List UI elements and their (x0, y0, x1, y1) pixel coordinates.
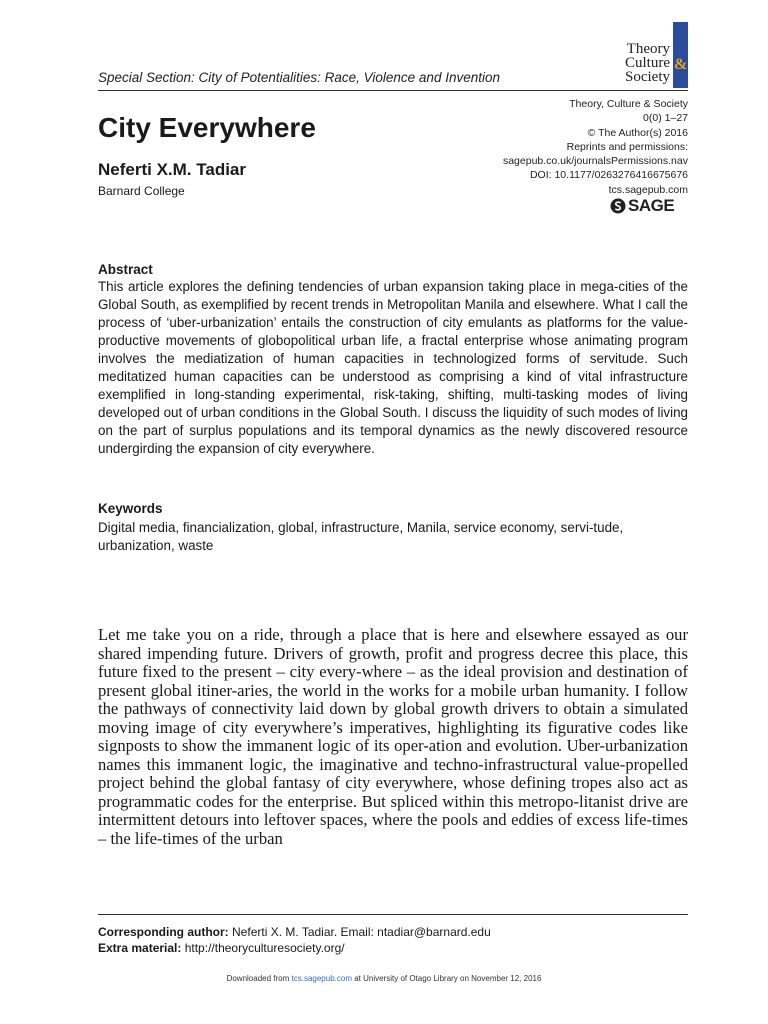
extra-material-label: Extra material: (98, 941, 182, 955)
corresponding-author-note (98, 924, 491, 940)
meta-issue: 0(0) 1–27 (643, 112, 688, 125)
extra-material-note (98, 940, 491, 956)
meta-site-link[interactable]: tcs.sagepub.com (608, 183, 688, 196)
meta-permissions-link[interactable]: sagepub.co.uk/journalsPermissions.nav (502, 155, 688, 168)
logo-text (625, 42, 670, 84)
sage-logo (610, 196, 690, 216)
section-header: Special Section: City of Potentialities: Race, Violence and Invention (98, 70, 500, 85)
download-notice (0, 974, 768, 983)
meta-doi[interactable]: DOI: 10.1177/0263276416675676 (529, 169, 688, 182)
footnote-divider (98, 914, 688, 915)
keywords-heading: Keywords (98, 501, 163, 516)
body-paragraph: Let me take you on a ride, through a place that is here and elsewhere essayed as our shared impending future. Drivers of growth, profit and progress decree this place, this future fixed to the present – city every-where – as the ideal provision and destination of present global itiner-aries, the world in the works for a mobile urban humanity. I follow the pathways of connectivity laid down by global growth drivers to obtain a simulated moving image of city everywhere’s imperatives, highlighting its figurative codes like signposts to show the immanent logic of its oper-ation and evolution. Uber-urbanization names this immanent logic, the imaginative and techno-infrastructural value-propelled project behind the global fantasy of city everywhere, whose defining tropes also act as programmatic codes for the enterprise. But spliced within this metropo-litanist drive are intermittent detours into leftover spaces, where the pools and eddies of excess life-times – the life-times of the urban (98, 625, 688, 848)
sage-emblem-icon (610, 198, 626, 214)
logo-line-culture: Culture (625, 55, 670, 71)
abstract-text: This article explores the defining tendencies of urban expansion taking place in mega-cities of the Global South, as exemplified by recent trends in Metropolitan Manila and elsewhere. What I call the process of ‘uber-urbanization’ entails the construction of city emulants as platforms for the value-productive movements of globopolitical urban life, a fractal enterprise whose animating program involves the mediatization of human capacities in technologized forms of servitude. Such meditatized human capacities can be understood as comprising a kind of vital infrastructure exemplified in long-standing experimental, risk-taking, shifting, multi-tasking modes of living developed out of urban conditions in the Global South. I discuss the liquidity of such modes of living on the part of surplus populations and its temporal dynamics as the newly discovered resource undergirding the expansion of city everywhere. (98, 279, 688, 456)
header-divider (98, 90, 688, 91)
meta-journal: Theory, Culture & Society (569, 98, 688, 110)
extra-material-link[interactable]: http://theoryculturesociety.org/ (184, 941, 345, 955)
article-metadata (480, 97, 688, 197)
download-suffix: at University of Otago Library on November 12, 2016 (351, 974, 542, 983)
logo-color-bar (673, 22, 688, 88)
article-title: City Everywhere (98, 112, 316, 143)
logo-line-society: Society (625, 69, 670, 85)
download-link[interactable]: tcs.sagepub.com (291, 974, 352, 983)
footnotes (98, 924, 491, 956)
download-prefix: Downloaded from (226, 974, 292, 983)
author-name: Neferti X.M. Tadiar (98, 160, 246, 179)
meta-copyright: © The Author(s) 2016 (587, 126, 688, 139)
corresponding-author-label: Corresponding author: (98, 925, 229, 939)
author-affiliation: Barnard College (98, 184, 185, 198)
corresponding-author-text: Neferti X. M. Tadiar. Email: ntadiar@barnard.edu (232, 925, 491, 939)
sage-wordmark: SAGE (628, 196, 675, 215)
logo-ampersand: & (674, 56, 688, 73)
journal-logo (560, 22, 688, 88)
keywords-text: Digital media, financialization, global, infrastructure, Manila, service economy, servi-tude, urbanization, waste (98, 520, 624, 553)
meta-reprints: Reprints and permissions: (566, 140, 688, 153)
logo-line-theory: Theory (626, 41, 670, 57)
abstract-heading: Abstract (98, 262, 153, 277)
